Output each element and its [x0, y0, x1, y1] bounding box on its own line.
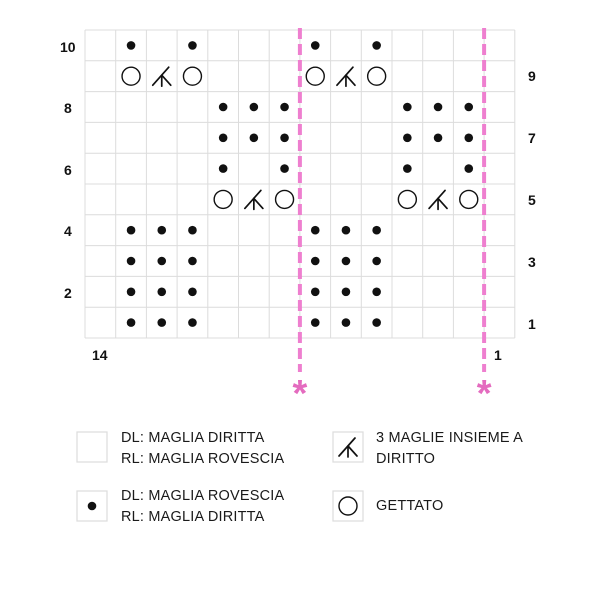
purl-dot-icon [372, 257, 381, 266]
legend [77, 430, 523, 525]
row-label-3: 3 [528, 254, 536, 270]
purl-dot-icon [342, 318, 351, 327]
yarn-over-circle-icon [368, 67, 386, 85]
row-label-1: 1 [528, 316, 536, 332]
purl-dot-icon [127, 41, 136, 50]
purl-dot-icon [342, 226, 351, 235]
purl-dot-icon [464, 164, 473, 173]
yarn-over-circle-icon [122, 67, 140, 85]
legend-knit-swatch [77, 432, 107, 462]
purl-dot-icon [311, 41, 320, 50]
purl-dot-icon [372, 226, 381, 235]
purl-dot-icon [280, 103, 289, 112]
row-label-5: 5 [528, 192, 536, 208]
purl-dot-icon [372, 288, 381, 297]
row-label-2: 2 [64, 285, 72, 301]
k3tog-icon [337, 67, 355, 86]
row-label-10: 10 [60, 39, 76, 55]
legend-knit-line-2: RL: MAGLIA ROVESCIA [121, 451, 285, 467]
purl-dot-icon [342, 288, 351, 297]
k3tog-icon [245, 190, 263, 209]
column-label-1: 1 [494, 347, 502, 363]
row-label-4: 4 [64, 223, 72, 239]
yarn-over-circle-icon [214, 190, 232, 208]
purl-dot-icon [127, 318, 136, 327]
yarn-over-circle-icon [460, 190, 478, 208]
purl-dot-icon [464, 103, 473, 112]
row-label-6: 6 [64, 162, 72, 178]
legend-k3tog-line-2: DIRITTO [376, 451, 436, 467]
purl-dot-icon [403, 134, 412, 143]
purl-dot-icon [127, 226, 136, 235]
row-label-8: 8 [64, 100, 72, 116]
purl-dot-icon [280, 164, 289, 173]
purl-dot-icon [311, 226, 320, 235]
purl-dot-icon [188, 226, 197, 235]
repeat-star-icon: * [476, 373, 492, 415]
legend-k3tog-line-1: 3 MAGLIE INSIEME A [376, 430, 524, 446]
purl-dot-icon [219, 134, 228, 143]
column-label-14: 14 [92, 347, 108, 363]
row-label-9: 9 [528, 68, 536, 84]
yarn-over-circle-icon [306, 67, 324, 85]
row-label-7: 7 [528, 130, 536, 146]
purl-dot-icon [157, 226, 166, 235]
purl-dot-icon [434, 134, 443, 143]
purl-dot-icon [403, 103, 412, 112]
k3tog-icon [153, 67, 171, 86]
purl-dot-icon [219, 164, 228, 173]
purl-dot-icon [250, 134, 259, 143]
legend-purl-dot-icon [88, 502, 97, 511]
legend-purl-line-1: DL: MAGLIA ROVESCIA [121, 488, 285, 504]
purl-dot-icon [157, 257, 166, 266]
purl-dot-icon [188, 318, 197, 327]
purl-dot-icon [127, 257, 136, 266]
legend-yo-label: GETTATO [376, 498, 444, 514]
yarn-over-circle-icon [398, 190, 416, 208]
purl-dot-icon [434, 103, 443, 112]
purl-dot-icon [188, 41, 197, 50]
purl-dot-icon [250, 103, 259, 112]
purl-dot-icon [311, 288, 320, 297]
legend-knit-line-1: DL: MAGLIA DIRITTA [121, 430, 265, 446]
purl-dot-icon [342, 257, 351, 266]
k3tog-icon [429, 190, 447, 209]
purl-dot-icon [372, 318, 381, 327]
legend-purl-line-2: RL: MAGLIA DIRITTA [121, 509, 265, 525]
purl-dot-icon [403, 164, 412, 173]
purl-dot-icon [280, 134, 289, 143]
purl-dot-icon [157, 318, 166, 327]
purl-dot-icon [219, 103, 228, 112]
repeat-star-icon: * [292, 373, 308, 415]
purl-dot-icon [127, 288, 136, 297]
purl-dot-icon [188, 257, 197, 266]
yarn-over-circle-icon [276, 190, 294, 208]
legend-yo-swatch [333, 491, 363, 521]
purl-dot-icon [372, 41, 381, 50]
purl-dot-icon [188, 288, 197, 297]
yarn-over-circle-icon [183, 67, 201, 85]
purl-dot-icon [311, 318, 320, 327]
purl-dot-icon [464, 134, 473, 143]
purl-dot-icon [311, 257, 320, 266]
purl-dot-icon [157, 288, 166, 297]
